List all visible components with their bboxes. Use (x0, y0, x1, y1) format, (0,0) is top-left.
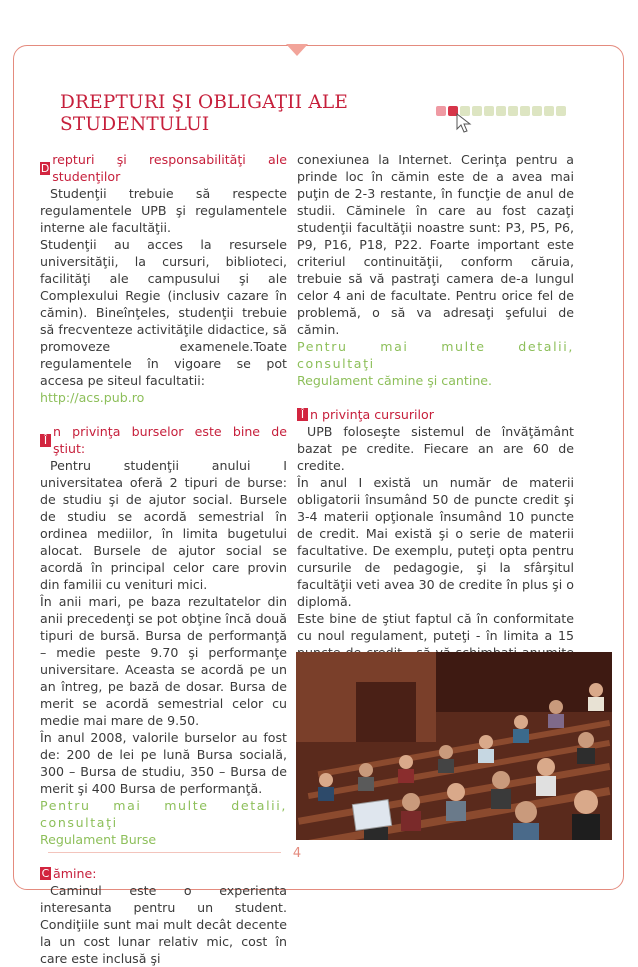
paragraph: Este bine de ştiut faptul că în conformitate cu noul regulament, puteţi - în limita a 15 (297, 611, 574, 643)
frame-notch (286, 44, 308, 56)
square-6 (496, 106, 506, 116)
square-7 (508, 106, 518, 116)
section-courses-heading: Î n privinţa cursurilor (297, 406, 574, 423)
dropcap: Î (40, 434, 51, 447)
square-11 (556, 106, 566, 116)
more-details-text: Pentru mai multe detalii, consultaţi (297, 339, 574, 371)
lecture-hall-illustration (296, 652, 612, 840)
faculty-site-link[interactable]: http://acs.pub.ro (40, 390, 145, 405)
section-rights-heading: D repturi şi responsabilităţi ale studenţilor (40, 152, 287, 184)
paragraph: UPB foloseşte sistemul de învăţământ bazat pe credite. Fiecare an are 60 de credite. (297, 424, 574, 473)
paragraph: Studenţii trebuie să respecte regulamentele UPB şi regulamentele interne ale facultăţii. (40, 186, 287, 235)
more-details-text: Pentru mai multe detalii, consultaţi (40, 798, 287, 830)
dropcap: Î (297, 408, 308, 421)
footer-rule (48, 852, 281, 853)
paragraph: În anul 2008, valorile burselor au fost de: 200 de lei pe lună Bursa socială, 300 – Bursa de studiu, 350 – Bursa de merit şi 400 Bursa de performanţă. (40, 730, 287, 796)
dorm-regulation-link[interactable]: Regulament cămine şi cantine. (297, 373, 493, 388)
paragraph: Studenţii au acces la resursele universităţii, la cursuri, biblioteci, facilităţi ale campusului şi ale Complexului Regie (inclusiv cazare în cămin). Bineînţeles, studenţii trebuie să frecventeze activităţile didactice, să promoveze examenele.Toate regulamentele în vigoare se pot accesa pe siteul facultatii: (40, 237, 287, 388)
page-title: DREPTURI ŞI OBLIGAŢII ALE STUDENTULUI (60, 92, 349, 135)
paragraph: În anii mari, pe baza rezultatelor din anii precedenţi se pot obţine încă două tipuri de bursă. Bursa de performanţă – medie peste 9.70 şi performanţe universitare. Aceasta se acordă pe un an întreg, pe bază de dosar. Bursa de merit se acordă semestrial celor cu medie mai mare de 9.50. (40, 594, 287, 728)
square-1 (436, 106, 446, 116)
scholarship-regulation-link[interactable]: Regulament Burse (40, 832, 157, 847)
dropcap: C (41, 867, 50, 880)
left-column (40, 151, 287, 967)
square-5 (484, 106, 494, 116)
lecture-hall-photo (296, 652, 612, 840)
paragraph: Caminul este o experienta interesanta pentru un student. Condiţiile sunt mai mult decât decente la un cost lunar relativ mic, cost în care este inclusă şi (40, 883, 287, 966)
square-4 (472, 106, 482, 116)
paragraph: conexiunea la Internet. Cerinţa pentru a prinde loc în cămin este de a avea mai puţin de 2-3 restante, în funcţie de anul de studii. Căminele în care au fost cazaţi studenţii facultăţii noastre sunt: P3, P5, P6, P9, P16, P18, P22. Foarte important este criteriul continuităţii, conform căruia, trebuie să vă pastraţi camera de-a lungul celor 4 ani de facultate. Pentru orice fel de problemă, o să va adresaţi şefului de cămin. (297, 152, 574, 337)
dropcap: D (40, 161, 50, 175)
square-8 (520, 106, 530, 116)
square-10 (544, 106, 554, 116)
section-scholarships-heading: Î n privinţa burselor este bine de ştiut: (40, 423, 287, 457)
cursor-arrow-icon (456, 113, 472, 133)
page-number: 4 (292, 846, 302, 861)
paragraph: Pentru studenţii anului I universitatea oferă 2 tipuri de burse: de studiu şi de ajutor social. Bursele de studiu se acordă semestrial în ordinea mediilor, în limita bugetului alocat. Bursele de ajutor social se acordă în principal celor care provin din familii cu venituri mici. (40, 458, 287, 592)
square-9 (532, 106, 542, 116)
section-dorms-heading: C ămine: (41, 866, 97, 881)
paragraph: În anul I există un număr de materii obligatorii însumând 50 de puncte credit şi 3-4 materii opţionale însumând 10 puncte de credit. Mai există şi o serie de materii facultative. De exemplu, puteţi opta pentru cursurile de pedagogie, şi la sfârşitul facultăţii veti avea 30 de credite în plus şi o diplomă. (297, 475, 574, 609)
